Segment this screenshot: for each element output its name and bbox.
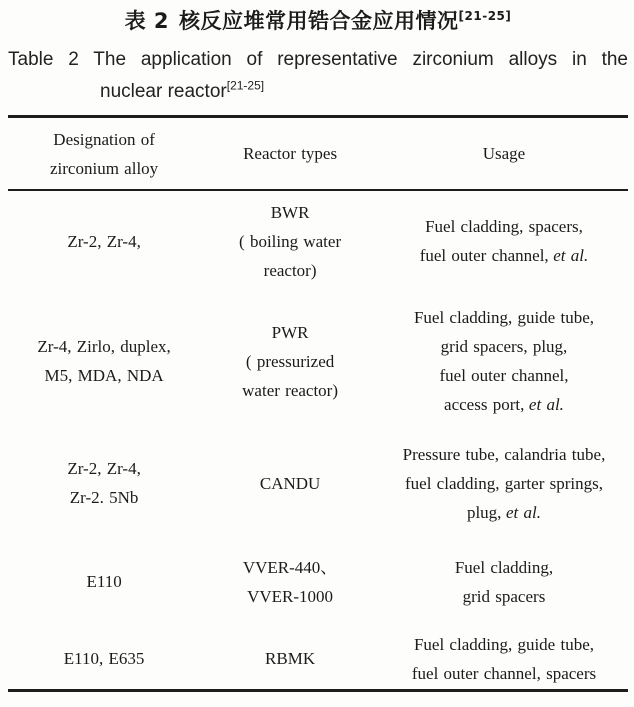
- table-number-chinese: 表 2: [124, 9, 170, 33]
- cell-line: VVER-440、: [242, 557, 338, 577]
- table-row: [8, 431, 628, 535]
- cell-line: [380, 498, 628, 527]
- et-al-italic: et al.: [528, 395, 564, 414]
- table-title-english-line2: [100, 76, 628, 108]
- reactor-cell: [200, 644, 380, 673]
- cell-line: Zr-2, Zr-4,: [67, 459, 141, 478]
- cell-line: fuel outer channel,: [439, 366, 569, 385]
- column-header-designation: [8, 125, 200, 183]
- cell-line: Reactor types: [243, 144, 338, 163]
- cell-line: zirconium alloy: [50, 158, 159, 178]
- usage-cell: [380, 440, 628, 527]
- column-header-reactor-types: [200, 139, 380, 168]
- alloy-cell: [8, 567, 200, 596]
- cell-line: Designation of: [53, 129, 155, 149]
- cell-line: Zr-2, Zr-4,: [67, 231, 141, 251]
- table-title-chinese: [8, 6, 628, 36]
- cell-line: Pressure tube, calandria tube,: [402, 444, 606, 464]
- data-table: [8, 115, 628, 692]
- alloy-cell: [8, 227, 200, 256]
- cell-line: Fuel cladding, guide tube,: [413, 308, 595, 327]
- reactor-cell: [200, 553, 380, 611]
- table-title-english: [8, 44, 628, 108]
- cell-line: Fuel cladding, guide tube,: [413, 634, 595, 654]
- table-row: [8, 291, 628, 431]
- et-al-italic: et al.: [553, 246, 589, 265]
- usage-cell: [380, 303, 628, 419]
- citation-superscript-english: [21-25]: [226, 78, 265, 93]
- cell-line: M5, MDA, NDA: [44, 366, 164, 385]
- cell-line: ( pressurized: [245, 351, 335, 371]
- cell-line-text: plug,: [466, 502, 502, 522]
- cell-line: water reactor): [242, 380, 339, 400]
- cell-line: ( boiling water: [239, 231, 342, 251]
- table-title-english-line2-text: nuclear reactor: [100, 81, 227, 102]
- cell-line: CANDU: [259, 473, 321, 493]
- cell-line: PWR: [271, 322, 309, 342]
- reactor-cell: [200, 469, 380, 498]
- reactor-cell: [200, 198, 380, 285]
- cell-line: BWR: [270, 202, 310, 222]
- cell-line: Zr-2. 5Nb: [69, 488, 139, 507]
- usage-cell: [380, 553, 628, 611]
- citation-superscript-chinese: [21-25]: [458, 9, 512, 23]
- alloy-cell: [8, 644, 200, 673]
- cell-line: fuel outer channel, spacers: [411, 663, 597, 683]
- cell-line: grid spacers, plug,: [440, 337, 568, 356]
- cell-line: [380, 241, 628, 270]
- cell-line: Zr-4, Zirlo, duplex,: [37, 337, 171, 356]
- cell-line-text: fuel outer channel,: [419, 246, 549, 265]
- table-row: [8, 191, 628, 291]
- cell-line: Fuel cladding,: [454, 557, 554, 577]
- table-row: [8, 535, 628, 628]
- cell-line: E110: [86, 572, 122, 591]
- reactor-cell: [200, 318, 380, 405]
- cell-line: VVER-1000: [247, 586, 334, 606]
- table-title-english-line1: Table 2 The application of representative zirconium alloys in the: [8, 49, 628, 70]
- cell-line: fuel cladding, garter springs,: [405, 473, 603, 493]
- cell-line: reactor): [263, 260, 317, 280]
- usage-cell: [380, 630, 628, 688]
- cell-line-text: access port,: [444, 395, 525, 414]
- column-header-usage: [380, 139, 628, 168]
- cell-line: RBMK: [265, 649, 316, 668]
- alloy-cell: [8, 454, 200, 512]
- cell-line: E110, E635: [63, 649, 145, 668]
- cell-line: Usage: [482, 144, 526, 163]
- cell-line: Fuel cladding, spacers,: [425, 217, 583, 236]
- table-title-chinese-text: 核反应堆常用锆合金应用情况: [179, 9, 459, 33]
- usage-cell: [380, 212, 628, 270]
- cell-line: grid spacers: [462, 586, 546, 606]
- alloy-cell: [8, 332, 200, 390]
- table-header-row: [8, 118, 628, 191]
- et-al-italic: et al.: [506, 502, 542, 522]
- table-row: [8, 628, 628, 689]
- cell-line: [380, 390, 628, 419]
